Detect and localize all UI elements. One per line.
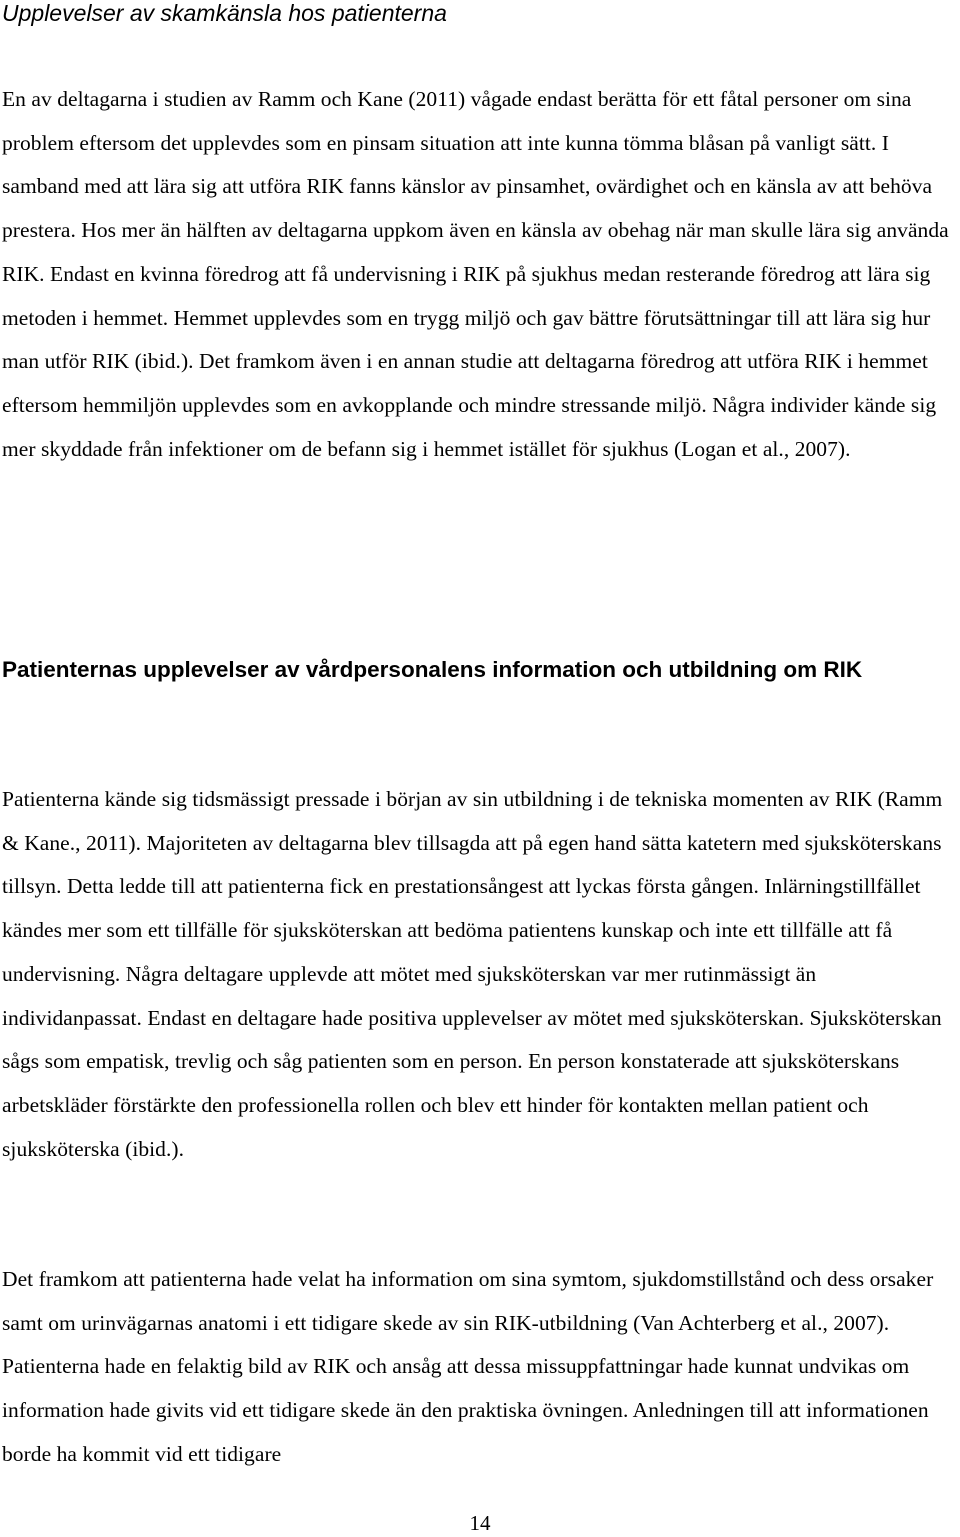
page-number: 14 bbox=[469, 1511, 491, 1535]
body-paragraph-2: Patienterna kände sig tidsmässigt pressade i början av sin utbildning i de tekniska momenten av RIK (Ramm & Kane., 2011). Majoriteten av deltagarna blev tillsagda att på egen hand sätta katetern med sjuksköterskans tillsyn. Detta ledde till att patienterna fick en prestationsångest att lyckas första gången. Inlärningstillfället kändes mer som ett tillfälle för sjuksköterskan att bedöma patientens kunskap och inte ett tillfälle att få undervisning. Några deltagare upplevde att mötet med sjuksköterskan var mer rutinmässigt än individanpassat. Endast en deltagare hade positiva upplevelser av mötet med sjuksköterskan. Sjuksköterskan sågs som empatisk, trevlig och såg patienten som en person. En person konstaterade att sjuksköterskans arbetskläder förstärkte den professionella rollen och blev ett hinder för kontakten mellan patient och sjuksköterska (ibid.). bbox=[2, 787, 943, 1161]
body-paragraph-3: Det framkom att patienterna hade velat ha information om sina symtom, sjukdomstillstånd och dess orsaker samt om urinvägarnas anatomi i ett tidigare skede av sin RIK-utbildning (Van Achterberg et al., 2007). Patienterna hade en felaktig bild av RIK och ansåg att dessa missuppfattningar hade kunnat undvikas om information hade givits vid ett tidigare skede än den praktiska övningen. Anledningen till att informationen borde ha kommit vid ett tidigare bbox=[2, 1267, 934, 1466]
body-paragraph-1: En av deltagarna i studien av Ramm och Kane (2011) vågade endast berätta för ett fåtal personer om sina problem eftersom det upplevdes som en pinsam situation att inte kunna tömma blåsan på vanligt sätt. I samband med att lära sig att utföra RIK fanns känslor av pinsamhet, ovärdighet och en känsla av att behöva prestera. Hos mer än hälften av deltagarna uppkom även en känsla av obehag när man skulle lära sig använda RIK. Endast en kvinna föredrog att få undervisning i RIK på sjukhus medan resterande föredrog att lära sig metoden i hemmet. Hemmet upplevdes som en trygg miljö och gav bättre förutsättningar till att lära sig hur man utför RIK (ibid.). Det framkom även i en annan studie att deltagarna föredrog att utföra RIK i hemmet eftersom hemmiljön upplevdes som en avkopplande och mindre stressande miljö. Några individer kände sig mer skyddade från infektioner om de befann sig i hemmet istället för sjukhus (Logan et al., 2007). bbox=[2, 87, 949, 461]
section-subheading: Upplevelser av skamkänsla hos patienterna bbox=[2, 0, 447, 26]
section-heading: Patienternas upplevelser av vårdpersonalens information och utbildning om RIK bbox=[2, 657, 863, 682]
